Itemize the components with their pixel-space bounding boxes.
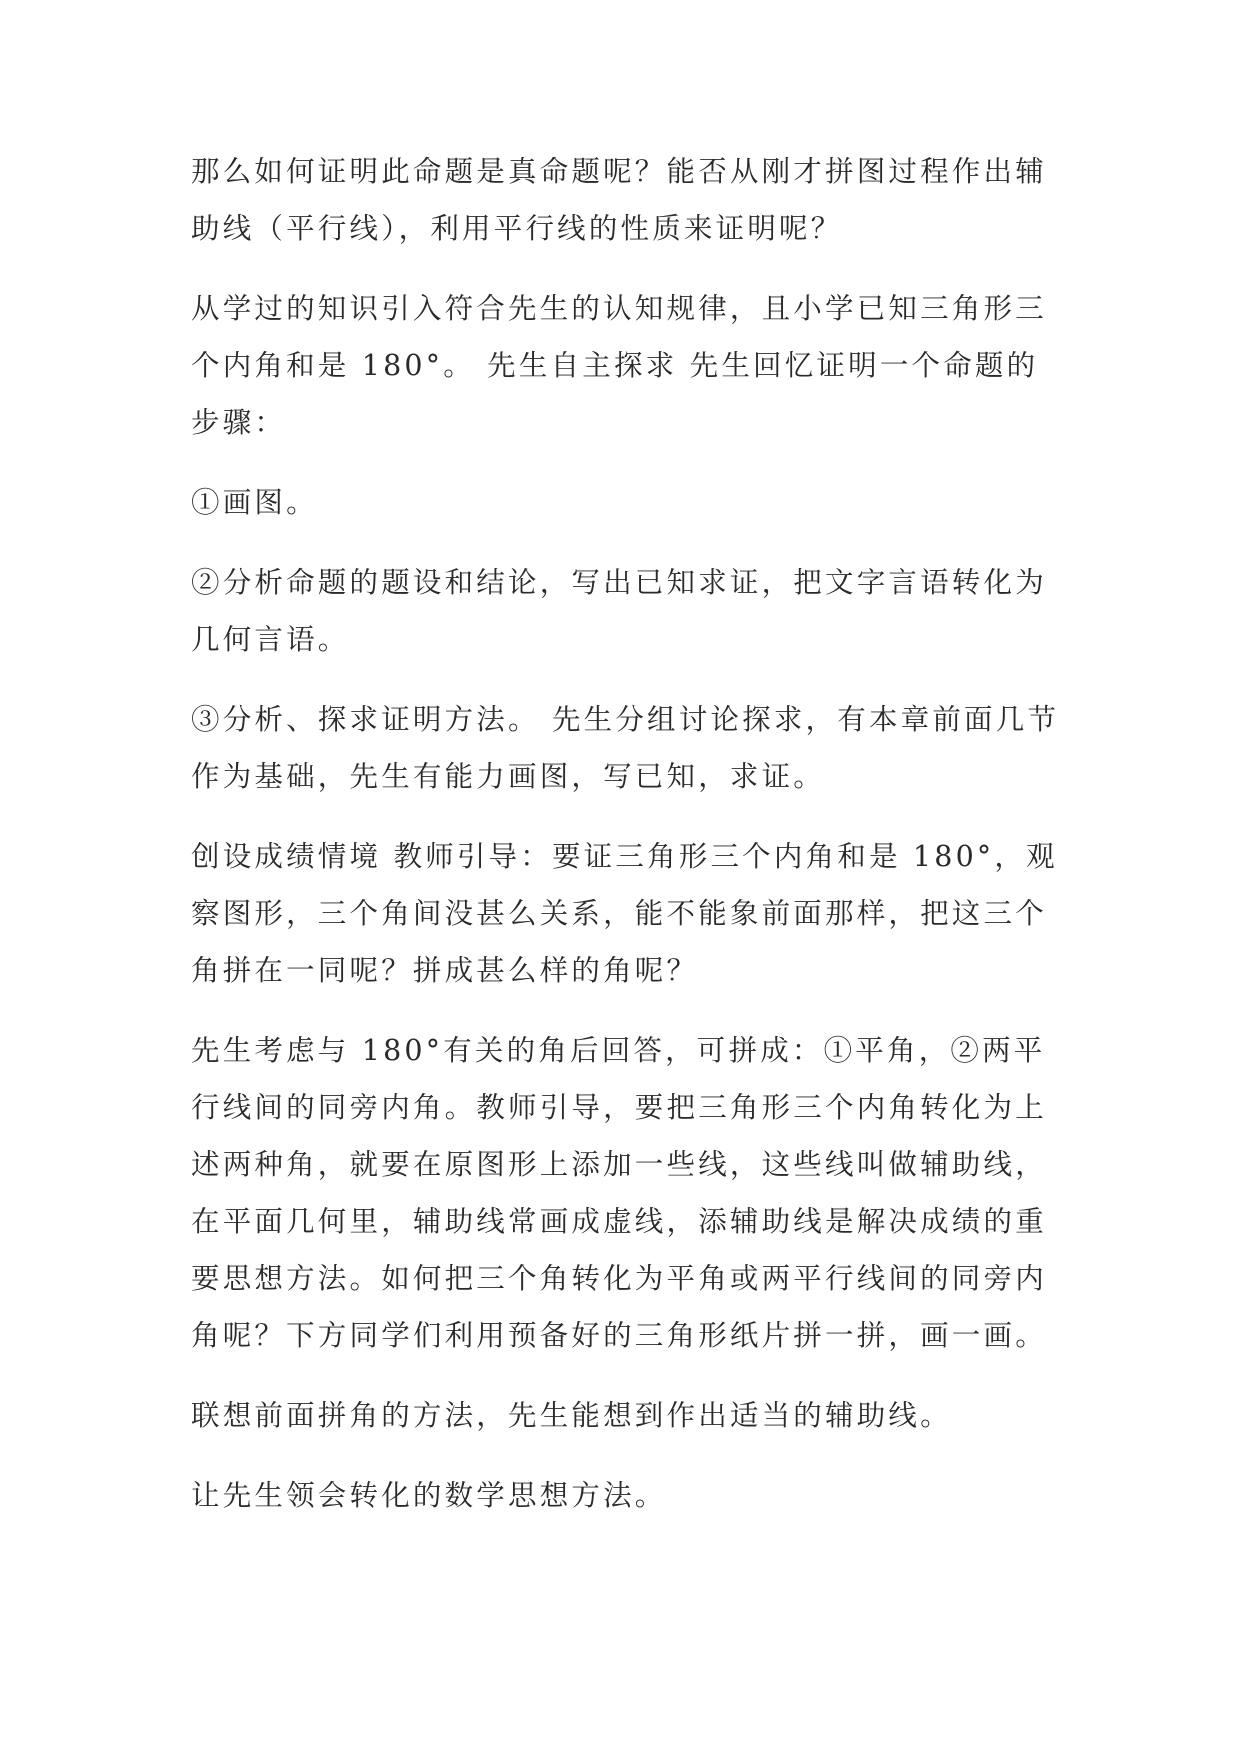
paragraph-1: 那么如何证明此命题是真命题呢？能否从刚才拼图过程作出辅助线（平行线），利用平行线的性质来证明呢？ bbox=[191, 155, 1047, 245]
paragraph-5: ③分析、探求证明方法。 先生分组讨论探求，有本章前面几节作为基础，先生有能力画图，写已知，求证。 bbox=[191, 703, 1060, 793]
paragraph-4: ②分析命题的题设和结论，写出已知求证，把文字言语转化为几何言语。 bbox=[191, 566, 1047, 656]
paragraph-2: 从学过的知识引入符合先生的认知规律，且小学已知三角形三个内角和是 180°。 先生自主探求 先生回忆证明一个命题的步骤： bbox=[191, 292, 1047, 439]
paragraph-9: 让先生领会转化的数学思想方法。 bbox=[191, 1479, 667, 1512]
document-body bbox=[191, 143, 1061, 1547]
paragraph-3: ①画图。 bbox=[191, 486, 318, 519]
paragraph-6: 创设成绩情境 教师引导：要证三角形三个内角和是 180°，观察图形，三个角间没甚么关系，能不能象前面那样，把这三个角拼在一同呢？拼成甚么样的角呢？ bbox=[191, 840, 1058, 987]
paragraph-8: 联想前面拼角的方法，先生能想到作出适当的辅助线。 bbox=[191, 1399, 952, 1432]
paragraph-7: 先生考虑与 180°有关的角后回答，可拼成：①平角，②两平行线间的同旁内角。教师引导，要把三角形三个内角转化为上述两种角，就要在原图形上添加一些线，这些线叫做辅助线，在平面几何里，辅助线常画成虚线，添辅助线是解决成绩的重要思想方法。如何把三个角转化为平角或两平行线间的同旁内角呢？下方同学们利用预备好的三角形纸片拼一拼，画一画。 bbox=[191, 1034, 1047, 1352]
